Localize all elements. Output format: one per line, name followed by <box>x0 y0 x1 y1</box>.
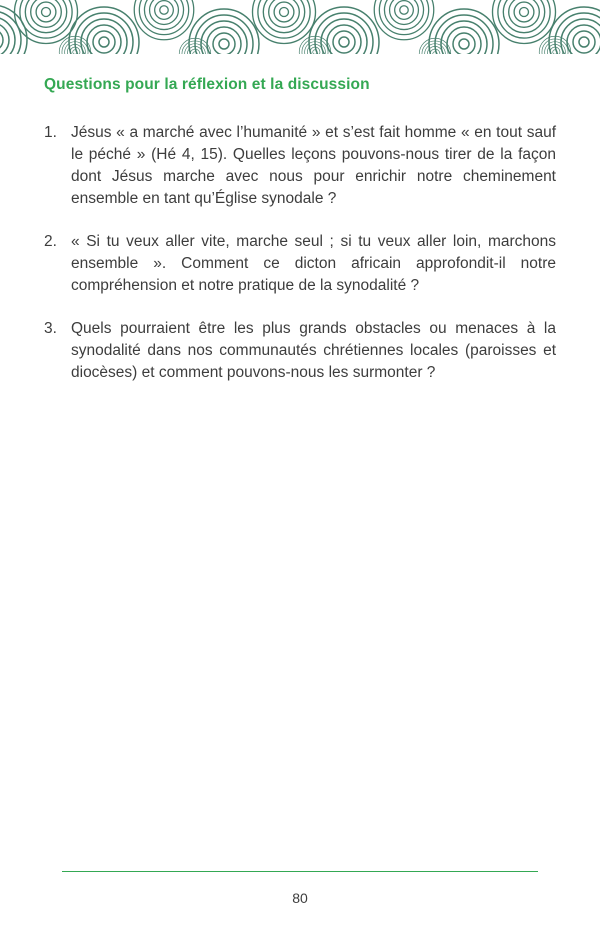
question-text: « Si tu veux aller vite, marche seul ; si tu veux aller loin, marchons ensemble ». Comment ce dicton africain approfondit-il notre compréhension et notre pratique de la synodalité ? <box>71 233 556 294</box>
question-number: 1. <box>44 124 57 141</box>
question-list <box>44 122 556 384</box>
footer-rule <box>62 871 538 872</box>
question-item <box>44 318 556 384</box>
page-number: 80 <box>292 890 308 906</box>
concentric-circles-pattern-decoration <box>0 0 600 54</box>
question-number: 3. <box>44 320 57 337</box>
question-number: 2. <box>44 233 57 250</box>
question-text: Quels pourraient être les plus grands obstacles ou menaces à la synodalité dans nos communautés chrétiennes locales (paroisses et diocèses) et comment pouvons-nous les surmonter ? <box>71 320 556 381</box>
question-item <box>44 231 556 297</box>
section-heading: Questions pour la réflexion et la discussion <box>44 76 370 93</box>
question-item <box>44 122 556 210</box>
page-content <box>0 54 600 384</box>
question-text: Jésus « a marché avec l’humanité » et s’est fait homme « en tout sauf le péché » (Hé 4, 15). Quelles leçons pouvons-nous tirer de la façon dont Jésus marche avec nous pour enrichir notre cheminement ensemble en tant qu’Église synodale ? <box>71 124 556 207</box>
